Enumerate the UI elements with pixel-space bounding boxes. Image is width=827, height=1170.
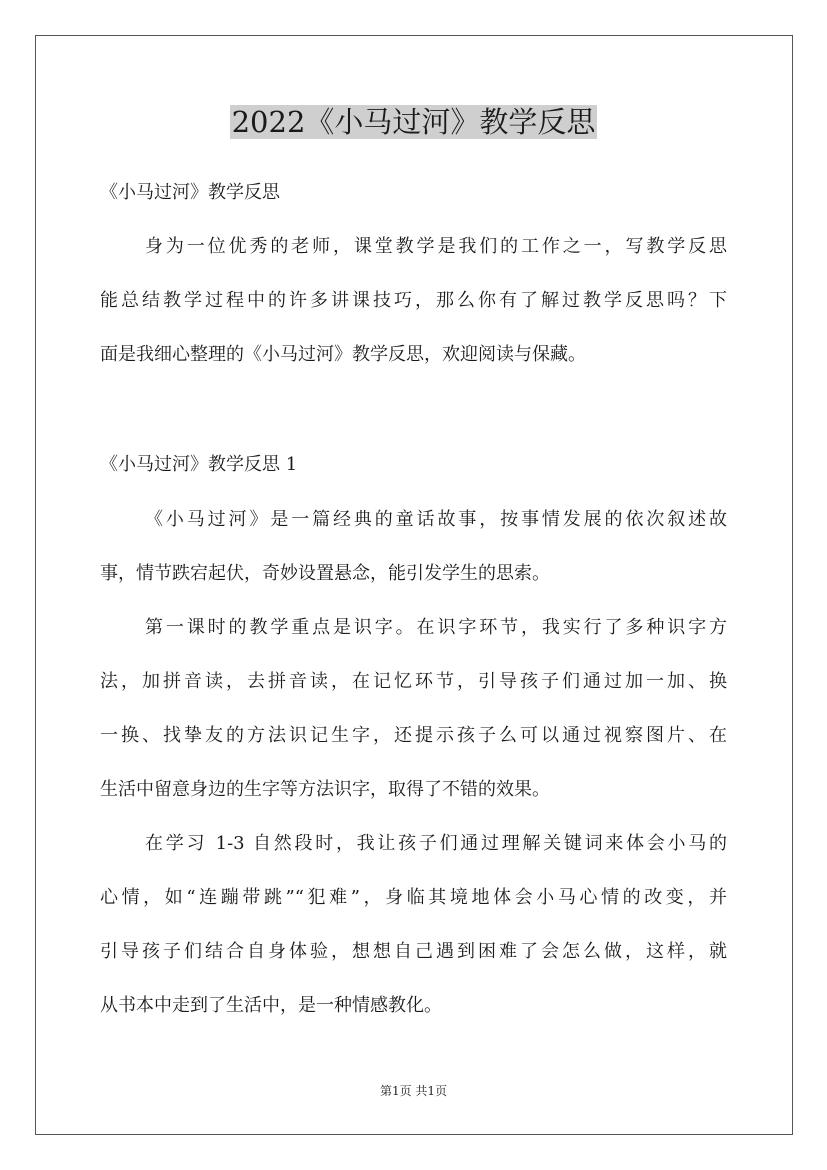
page-number-footer: 第1页 共1页 xyxy=(379,1084,448,1098)
para3-line-3: 引导孩子们结合自身体验，想想自己遇到困难了会怎么做，这样，就 xyxy=(100,941,727,962)
para1-line-2: 事，情节跌宕起伏，奇妙设置悬念，能引发学生的思索。 xyxy=(100,563,550,584)
section-heading: 《小马过河》教学反思 xyxy=(100,182,280,203)
intro-line-1: 身为一位优秀的老师，课堂教学是我们的工作之一，写教学反思 xyxy=(145,236,727,257)
intro-line-2: 能总结教学过程中的许多讲课技巧，那么你有了解过教学反思吗？下 xyxy=(100,290,727,311)
section1-heading: 《小马过河》教学反思 1 xyxy=(100,454,298,475)
document-title-text: 2022《小马过河》教学反思 xyxy=(231,105,596,139)
para3-line-1: 在学习 1-3 自然段时，我让孩子们通过理解关键词来体会小马的 xyxy=(145,833,727,854)
para2-line-2: 法，加拼音读，去拼音读，在记忆环节，引导孩子们通过加一加、换 xyxy=(100,671,727,692)
para2-line-4: 生活中留意身边的生字等方法识字，取得了不错的效果。 xyxy=(100,779,550,800)
para3-line-2: 心情，如“连蹦带跳”“犯难”，身临其境地体会小马心情的改变，并 xyxy=(100,887,727,908)
para2-line-1: 第一课时的教学重点是识字。在识字环节，我实行了多种识字方 xyxy=(145,617,727,638)
para2-line-3: 一换、找挚友的方法识记生字，还提示孩子么可以通过视察图片、在 xyxy=(100,725,727,746)
document-title xyxy=(0,101,827,143)
para1-line-1: 《小马过河》是一篇经典的童话故事，按事情发展的依次叙述故 xyxy=(145,509,727,530)
intro-line-3: 面是我细心整理的《小马过河》教学反思，欢迎阅读与保藏。 xyxy=(100,344,586,365)
para3-line-4: 从书本中走到了生活中，是一种情感教化。 xyxy=(100,995,442,1016)
